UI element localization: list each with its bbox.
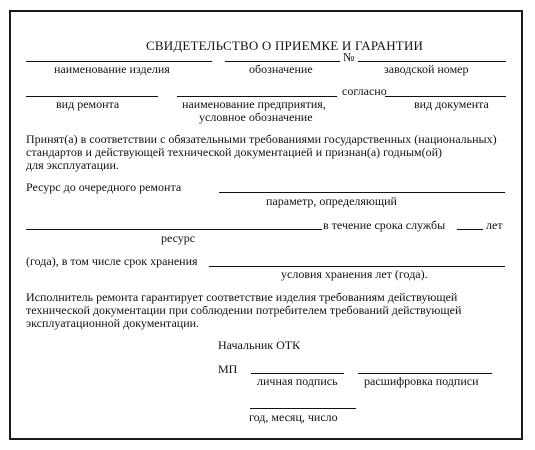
- warranty-text-line2: технической документации при соблюдении потребителем требований действующей: [26, 303, 462, 317]
- storage-conditions-caption: условия хранения лет (года).: [281, 267, 428, 281]
- serial-number-caption: заводской номер: [384, 62, 469, 76]
- document-title: СВИДЕТЕЛЬСТВО О ПРИЕМКЕ И ГАРАНТИИ: [146, 38, 424, 53]
- according-to-label: согласно: [342, 84, 387, 98]
- number-sign: №: [343, 50, 355, 64]
- service-life-text: в течение срока службы: [323, 218, 446, 232]
- parameter-caption: параметр, определяющий: [266, 194, 397, 208]
- service-life-years-line[interactable]: [457, 229, 483, 230]
- otk-head-label: Начальник ОТК: [218, 338, 301, 352]
- acceptance-text-line3: для эксплуатации.: [26, 158, 119, 172]
- acceptance-text-line1: Принят(а) в соответствии с обязательными требованиями государственных (национальных): [26, 132, 497, 146]
- storage-text: (года), в том числе срок хранения: [26, 254, 198, 268]
- document-type-caption: вид документа: [414, 97, 489, 111]
- resource-caption: ресурс: [161, 231, 196, 245]
- date-caption: год, месяц, число: [249, 410, 338, 424]
- stamp-place-label: МП: [218, 362, 238, 376]
- date-line[interactable]: [250, 408, 356, 409]
- warranty-text-line3: эксплуатационной документации.: [26, 316, 200, 330]
- signature-decoding-caption: расшифровка подписи: [364, 374, 479, 388]
- product-name-caption: наименование изделия: [54, 62, 170, 76]
- resource-parameter-line[interactable]: [219, 192, 505, 193]
- designation-caption: обозначение: [249, 62, 313, 76]
- personal-signature-caption: личная подпись: [257, 374, 338, 388]
- enterprise-caption-line2: условное обозначение: [199, 110, 313, 124]
- acceptance-text-line2: стандартов и действующей технической документацией и признан(а) годным(ой): [26, 145, 443, 159]
- resource-label: Ресурс до очередного ремонта: [26, 180, 182, 194]
- resource-value-line[interactable]: [26, 229, 322, 230]
- warranty-text-line1: Исполнитель ремонта гарантирует соответствие изделия требованиям действующей: [26, 290, 458, 304]
- years-text: лет: [486, 218, 503, 232]
- repair-type-caption: вид ремонта: [56, 97, 120, 111]
- enterprise-caption-line1: наименование предприятия,: [182, 97, 326, 111]
